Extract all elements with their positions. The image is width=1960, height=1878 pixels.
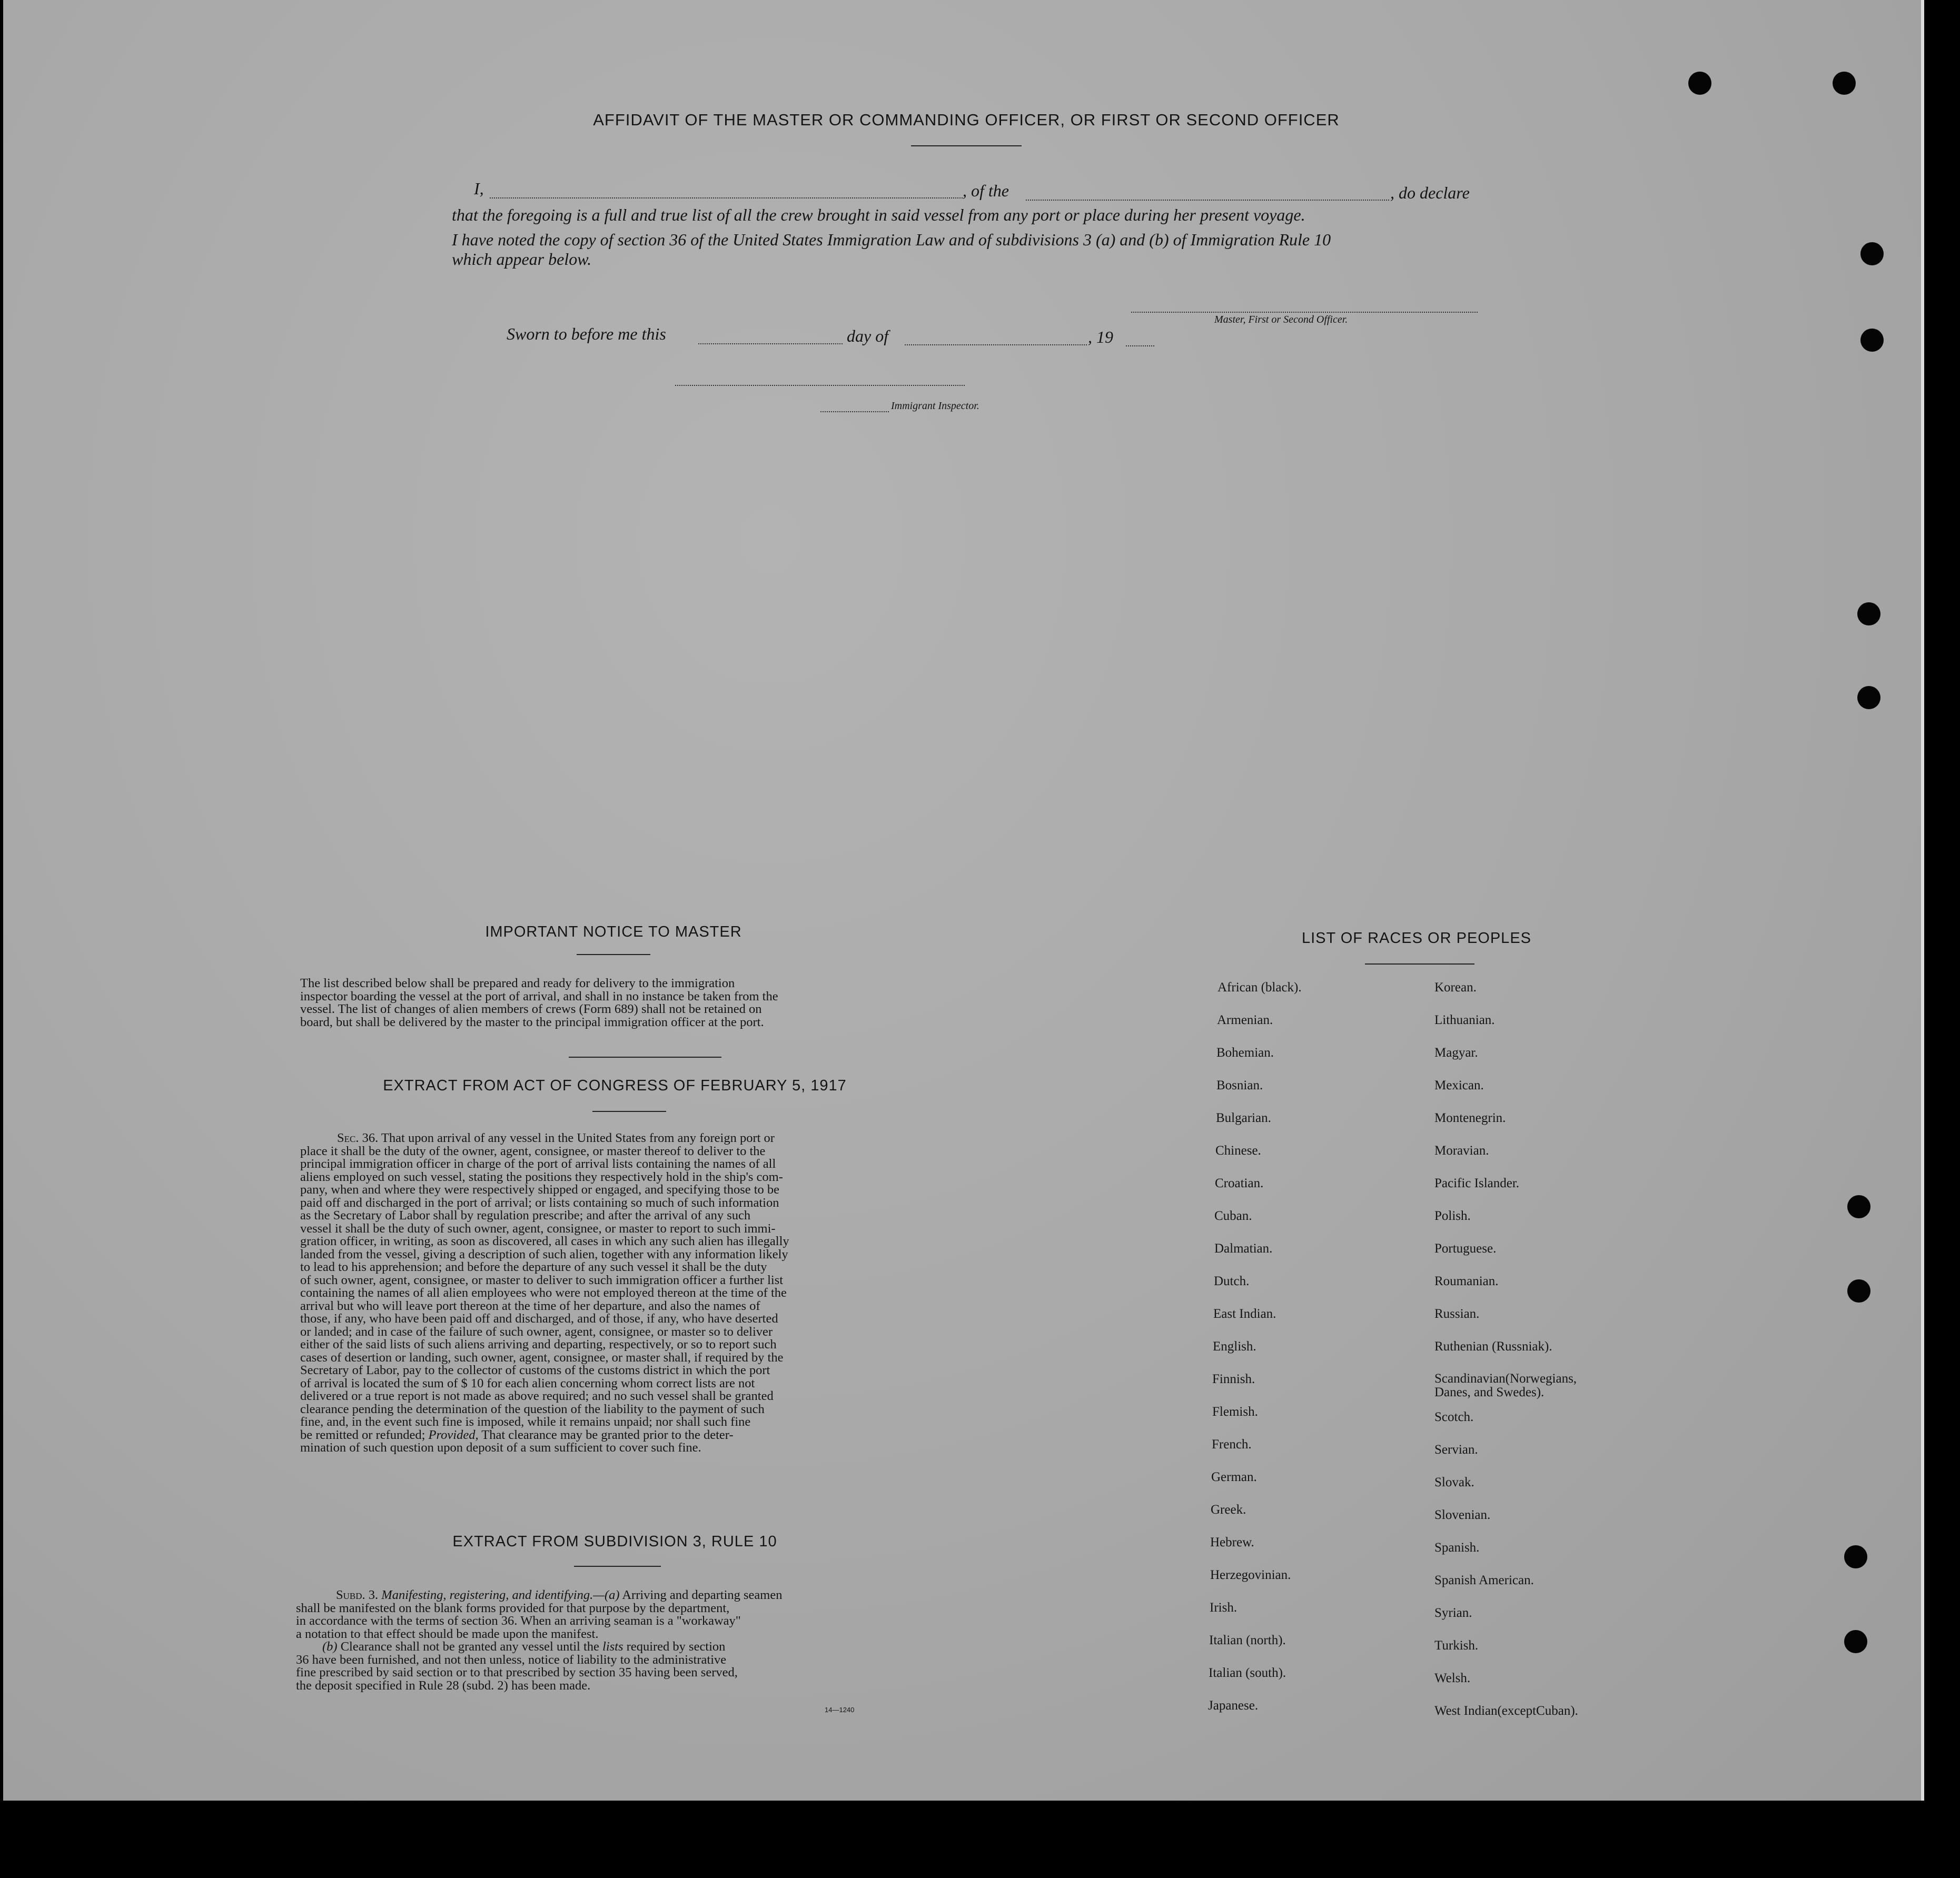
race-item: East Indian. (1213, 1307, 1276, 1321)
race-item: Italian (north). (1209, 1633, 1286, 1647)
form-number: 14—1240 (825, 1706, 855, 1714)
rule-text (296, 1589, 920, 1692)
punch-hole (1860, 242, 1884, 265)
race-item: Welsh. (1434, 1671, 1471, 1685)
race-item: Croatian. (1215, 1176, 1264, 1190)
race-item: Roumanian. (1434, 1274, 1499, 1288)
name-blank[interactable] (490, 197, 963, 198)
sworn-day-blank[interactable] (698, 343, 843, 344)
affidavit-do-declare: , do declare (1390, 183, 1470, 202)
race-item: Flemish. (1212, 1405, 1258, 1419)
race-item: Armenian. (1217, 1013, 1273, 1027)
race-item: Lithuanian. (1434, 1013, 1495, 1027)
notice-text: The list described below shall be prepared and ready for delivery to the immigration inspector boarding the vessel at the port of arrival, and shall in no instance be taken from the vessel. The list of changes of alien members of crews (Form 689) shall not be retained on board, but shall be delivered by the master to the principal immigration officer at the port. (300, 976, 778, 1029)
race-item: Syrian. (1434, 1606, 1472, 1620)
year-blank[interactable] (1126, 345, 1154, 346)
race-item: West Indian(exceptCuban). (1434, 1704, 1578, 1718)
race-item: Moravian. (1434, 1144, 1489, 1158)
rule-title-rule (574, 1566, 661, 1567)
race-item: Greek. (1211, 1503, 1246, 1517)
vessel-blank[interactable] (1026, 200, 1389, 201)
race-item: Bulgarian. (1216, 1111, 1271, 1125)
race-item: Dutch. (1214, 1274, 1250, 1288)
act-rule (592, 1111, 666, 1112)
race-item: Dalmatian. (1214, 1241, 1273, 1256)
race-item: Slovak. (1434, 1475, 1474, 1489)
race-item: Scotch. (1434, 1410, 1474, 1424)
day-of-label: day of (847, 326, 889, 345)
sec-label: Sec. 36. (337, 1131, 379, 1145)
affidavit-line-2: that the foregoing is a full and true list of all the crew brought in said vessel from any port or place during her present voyage. (452, 205, 1305, 224)
race-item: German. (1211, 1470, 1257, 1484)
race-item: Italian (south). (1209, 1666, 1286, 1680)
race-item: Spanish American. (1434, 1573, 1534, 1587)
section-rule (569, 1057, 721, 1058)
notice-rule (577, 954, 650, 955)
punch-hole (1857, 602, 1880, 625)
rule-text-b2: required by section 36 have been furnished, and not then unless, notice of liability to the administrative fine prescribed by said section or to that prescribed by section 35 having been served, the deposit specified in Rule 28 (subd. 2) has been made. (296, 1639, 738, 1693)
subd-label: Subd. 3. (336, 1588, 379, 1602)
race-item: French. (1212, 1437, 1252, 1452)
race-item: Spanish. (1434, 1541, 1480, 1555)
race-item: Herzegovinian. (1210, 1568, 1291, 1582)
form-sheet (3, 0, 1924, 1801)
race-item: Ruthenian (Russniak). (1434, 1339, 1552, 1354)
race-item: African (black). (1217, 980, 1302, 995)
punch-hole (1857, 686, 1880, 709)
provided-word: Provided, (428, 1427, 479, 1442)
race-item: Finnish. (1212, 1372, 1255, 1386)
race-item: Japanese. (1208, 1698, 1259, 1713)
affidavit-title: AFFIDAVIT OF THE MASTER OR COMMANDING OFFICER, OR FIRST OR SECOND OFFICER (593, 111, 1340, 129)
affidavit-of-the: , of the (963, 181, 1009, 200)
affidavit-line-3: I have noted the copy of section 36 of the United States Immigration Law and of subdivisions 3 (a) and (b) of Immigration Rule 10 (452, 230, 1331, 249)
punch-hole (1844, 1545, 1867, 1568)
race-item: English. (1213, 1339, 1256, 1354)
race-item: Magyar. (1434, 1046, 1478, 1060)
race-item: Scandinavian(Norwegians, Danes, and Swedes). (1434, 1372, 1577, 1399)
rule-text-a: Arriving and departing seamen shall be manifested on the blank forms provided for that purpose by the department, in accordance with the terms of section 36. When an arriving seaman is a "workaway" a notation to that effect should be made upon the manifest. (296, 1588, 783, 1641)
sworn-month-blank[interactable] (905, 344, 1087, 345)
act-title: EXTRACT FROM ACT OF CONGRESS OF FEBRUARY 5, 1917 (383, 1077, 847, 1094)
punch-hole (1688, 72, 1711, 95)
race-item: Bosnian. (1216, 1078, 1263, 1092)
master-caption: Master, First or Second Officer. (1214, 314, 1348, 325)
rule-text-b1: Clearance shall not be granted any vessel until the (340, 1639, 599, 1654)
race-item: Chinese. (1215, 1144, 1261, 1158)
punch-hole (1844, 1630, 1867, 1653)
act-body: That upon arrival of any vessel in the United States from any foreign port or place it shall be the duty of the owner, agent, consignee, or master thereof to deliver to the principal immigration officer in charge of the port of arrival lists containing the names of all aliens employed on such vessel, stating the positions they respectively hold in the ship's com- pany, when and where they were respectively shipped or engaged, and specifying those to be paid off and discharged in the port of arrival; or lists containing so much of such information as the Secretary of Labor shall by regulation prescribe; and after the arrival of any such vessel it shall be the duty of such owner, agent, consignee, or master to report to such immi- gration officer, in writing, as soon as discovered, all cases in which any such alien has illegally landed from the vessel, giving a description of such alien, together with any information likely to lead to his apprehension; and before the departure of any such vessel it shall be the duty of such owner, agent, consignee, or master to deliver to such immigration officer a further list containing the names of all alien employees who were not employed thereon at the time of the arrival but who will leave port thereon at the time of her departure, and also the names of those, if any, who have been paid off and discharged, and of those, if any, who have deserted or landed; and in case of the failure of such owner, agent, consignee, or master so to deliver either of the said lists of such aliens arriving and departing, respectively, or so to report such cases of desertion or landing, such owner, agent, consignee, or master shall, if required by the Secretary of Labor, pay to the collector of customs of the customs district in which the port of arrival is located the sum of $ 10 for each alien concerning whom correct lists are not delivered or a true report is not made as above required; and no such vessel shall be granted clearance pending the determination of the question of the liability to the payment of such fine, and, in the event such fine is imposed, while it remains unpaid; nor shall such fine be remitted or refunded; (300, 1131, 789, 1442)
race-item: Korean. (1434, 980, 1477, 995)
race-item: Hebrew. (1210, 1535, 1254, 1549)
affidavit-line-4: which appear below. (452, 250, 592, 269)
sworn-label: Sworn to before me this (507, 324, 666, 343)
races-rule (1365, 963, 1474, 965)
race-item: Servian. (1434, 1443, 1478, 1457)
race-item: Russian. (1434, 1307, 1480, 1321)
notice-title: IMPORTANT NOTICE TO MASTER (485, 923, 742, 940)
rule-title: EXTRACT FROM SUBDIVISION 3, RULE 10 (452, 1533, 777, 1550)
race-item: Pacific Islander. (1434, 1176, 1520, 1190)
lists-word: lists (602, 1639, 623, 1654)
title-rule (911, 145, 1022, 146)
b-label: (b) (322, 1639, 338, 1654)
punch-hole (1847, 1279, 1870, 1303)
subd-italic: Manifesting, registering, and identifying.—(a) (381, 1588, 620, 1602)
inspector-caption: Immigrant Inspector. (891, 400, 979, 412)
race-item: Mexican. (1434, 1078, 1484, 1092)
race-item: Cuban. (1214, 1209, 1252, 1223)
race-item: Bohemian. (1216, 1046, 1274, 1060)
race-item: Irish. (1210, 1601, 1238, 1615)
race-item: Slovenian. (1434, 1508, 1491, 1522)
race-item: Polish. (1434, 1209, 1471, 1223)
affidavit-i-label: I, (474, 179, 484, 198)
inspector-signature-line[interactable] (675, 385, 965, 386)
punch-hole (1860, 329, 1884, 352)
race-item: Montenegrin. (1434, 1111, 1506, 1125)
races-title: LIST OF RACES OR PEOPLES (1301, 930, 1532, 947)
race-item: Portuguese. (1434, 1241, 1497, 1256)
punch-hole (1833, 72, 1856, 95)
year-label: , 19 (1088, 327, 1113, 346)
act-body-end: That clearance may be granted prior to the deter- mination of such question upon deposit of a sum sufficient to cover such fine. (300, 1427, 734, 1455)
master-signature-line[interactable] (1131, 312, 1478, 313)
inspector-dots (820, 411, 889, 412)
punch-hole (1847, 1195, 1870, 1218)
race-item: Turkish. (1434, 1638, 1479, 1653)
act-text (300, 1132, 926, 1455)
